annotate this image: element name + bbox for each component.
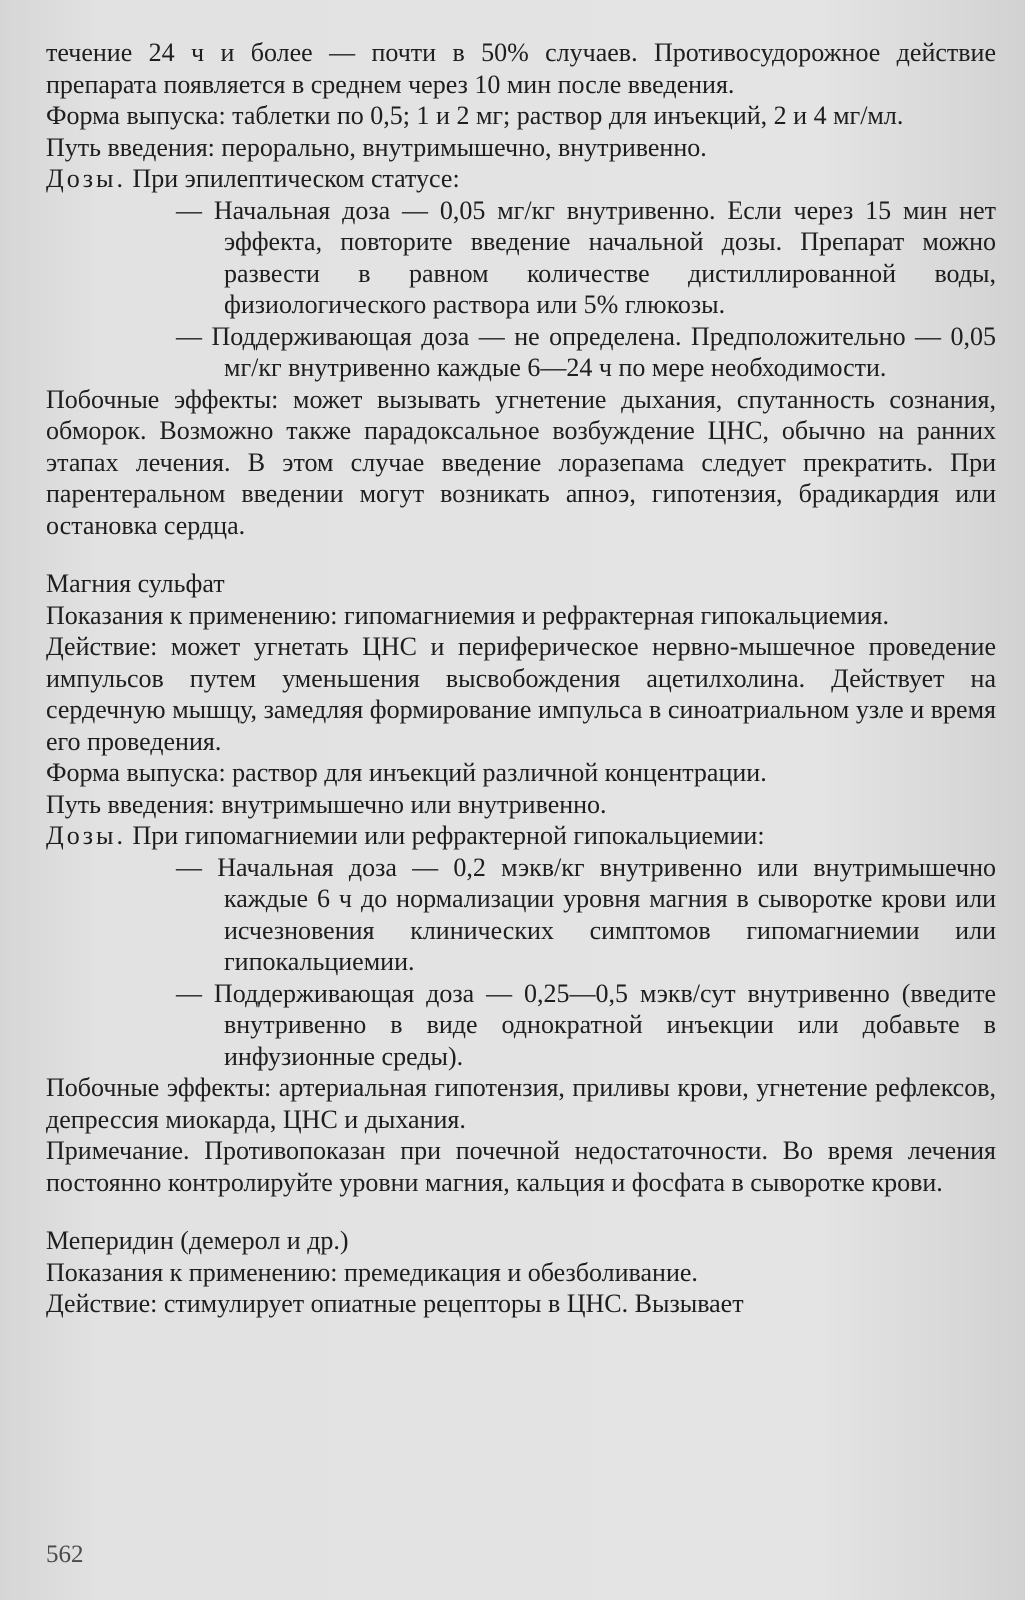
magnesium-action: Действие: может угнетать ЦНС и периферическое нервно-мышечное проведение импульсов путем уменьшения высвобождения ацетилхолина. Действует на сердечную мышцу, замедляя формирование импульса в синоатриальном узле и время его проведения.: [46, 632, 996, 756]
lorazepam-form-paragraph: Форма выпуска: таблетки по 0,5; 1 и 2 мг; раствор для инъекций, 2 и 4 мг/мл.: [46, 101, 904, 130]
lorazepam-initial-dose: — Начальная доза — 0,05 мг/кг внутривенно. Если через 15 мин нет эффекта, повторите введение начальной дозы. Препарат можно развести в равном количестве дистиллированной воды, физиологического раствора или 5% глюкозы.: [176, 195, 996, 319]
meperidine-action: Действие: стимулирует опиатные рецепторы в ЦНС. Вызывает: [46, 1289, 744, 1318]
doses-label: Дозы.: [46, 821, 126, 850]
doses-intro: При гипомагниемии или рефрактерной гипокальциемии:: [125, 821, 765, 850]
lorazepam-doses-heading: [46, 163, 996, 195]
page-number: 562: [46, 1541, 84, 1568]
magnesium-maintenance-dose: — Поддерживающая доза — 0,25—0,5 мэкв/сут внутривенно (введите внутривенно в виде однократной инъекции или добавьте в инфузионные среды).: [176, 978, 996, 1071]
magnesium-form: Форма выпуска: раствор для инъекций различной концентрации.: [46, 758, 767, 787]
magnesium-initial-dose: — Начальная доза — 0,2 мэкв/кг внутривенно или внутримышечно каждые 6 ч до нормализации уровня магния в сыворотке крови или исчезновения клинических симптомов гипомагниемии или гипокальциемии.: [176, 852, 996, 976]
page-text: [46, 37, 996, 1320]
magnesium-sulfate-title: Магния сульфат: [46, 569, 225, 598]
doses-label: Дозы.: [46, 164, 126, 193]
meperidine-indications: Показания к применению: премедикация и обезболивание.: [46, 1257, 698, 1287]
meperidine-title: Меперидин (демерол и др.): [46, 1226, 349, 1255]
magnesium-note: Примечание. Противопоказан при почечной недостаточности. Во время лечения постоянно контролируйте уровни магния, кальция и фосфата в сыворотке крови.: [46, 1136, 996, 1197]
magnesium-side-effects: Побочные эффекты: артериальная гипотензия, приливы крови, угнетение рефлексов, депрессия миокарда, ЦНС и дыхания.: [46, 1073, 996, 1134]
magnesium-doses-heading: [46, 820, 996, 852]
lorazepam-route-paragraph: Путь введения: перорально, внутримышечно, внутривенно.: [46, 132, 707, 162]
magnesium-route: Путь введения: внутримышечно или внутривенно.: [46, 789, 607, 819]
magnesium-indications: Показания к применению: гипомагниемия и рефрактерная гипокальциемия.: [46, 600, 889, 630]
doses-intro: При эпилептическом статусе:: [125, 164, 460, 193]
lorazepam-maintenance-dose: — Поддерживающая доза — не определена. Предположительно — 0,05 мг/кг внутривенно каждые 6—24 ч по мере необходимости.: [176, 321, 996, 382]
lorazepam-onset-paragraph: течение 24 ч и более — почти в 50% случаев. Противосудорожное действие препарата появляется в среднем через 10 мин после введения.: [46, 38, 996, 99]
lorazepam-side-effects: Побочные эффекты: может вызывать угнетение дыхания, спутанность сознания, обморок. Возможно также парадоксальное возбуждение ЦНС, обычно на ранних этапах лечения. В этом случае введение лоразепама следует прекратить. При парентеральном введении могут возникать апноэ, гипотензия, брадикардия или остановка сердца.: [46, 384, 996, 540]
